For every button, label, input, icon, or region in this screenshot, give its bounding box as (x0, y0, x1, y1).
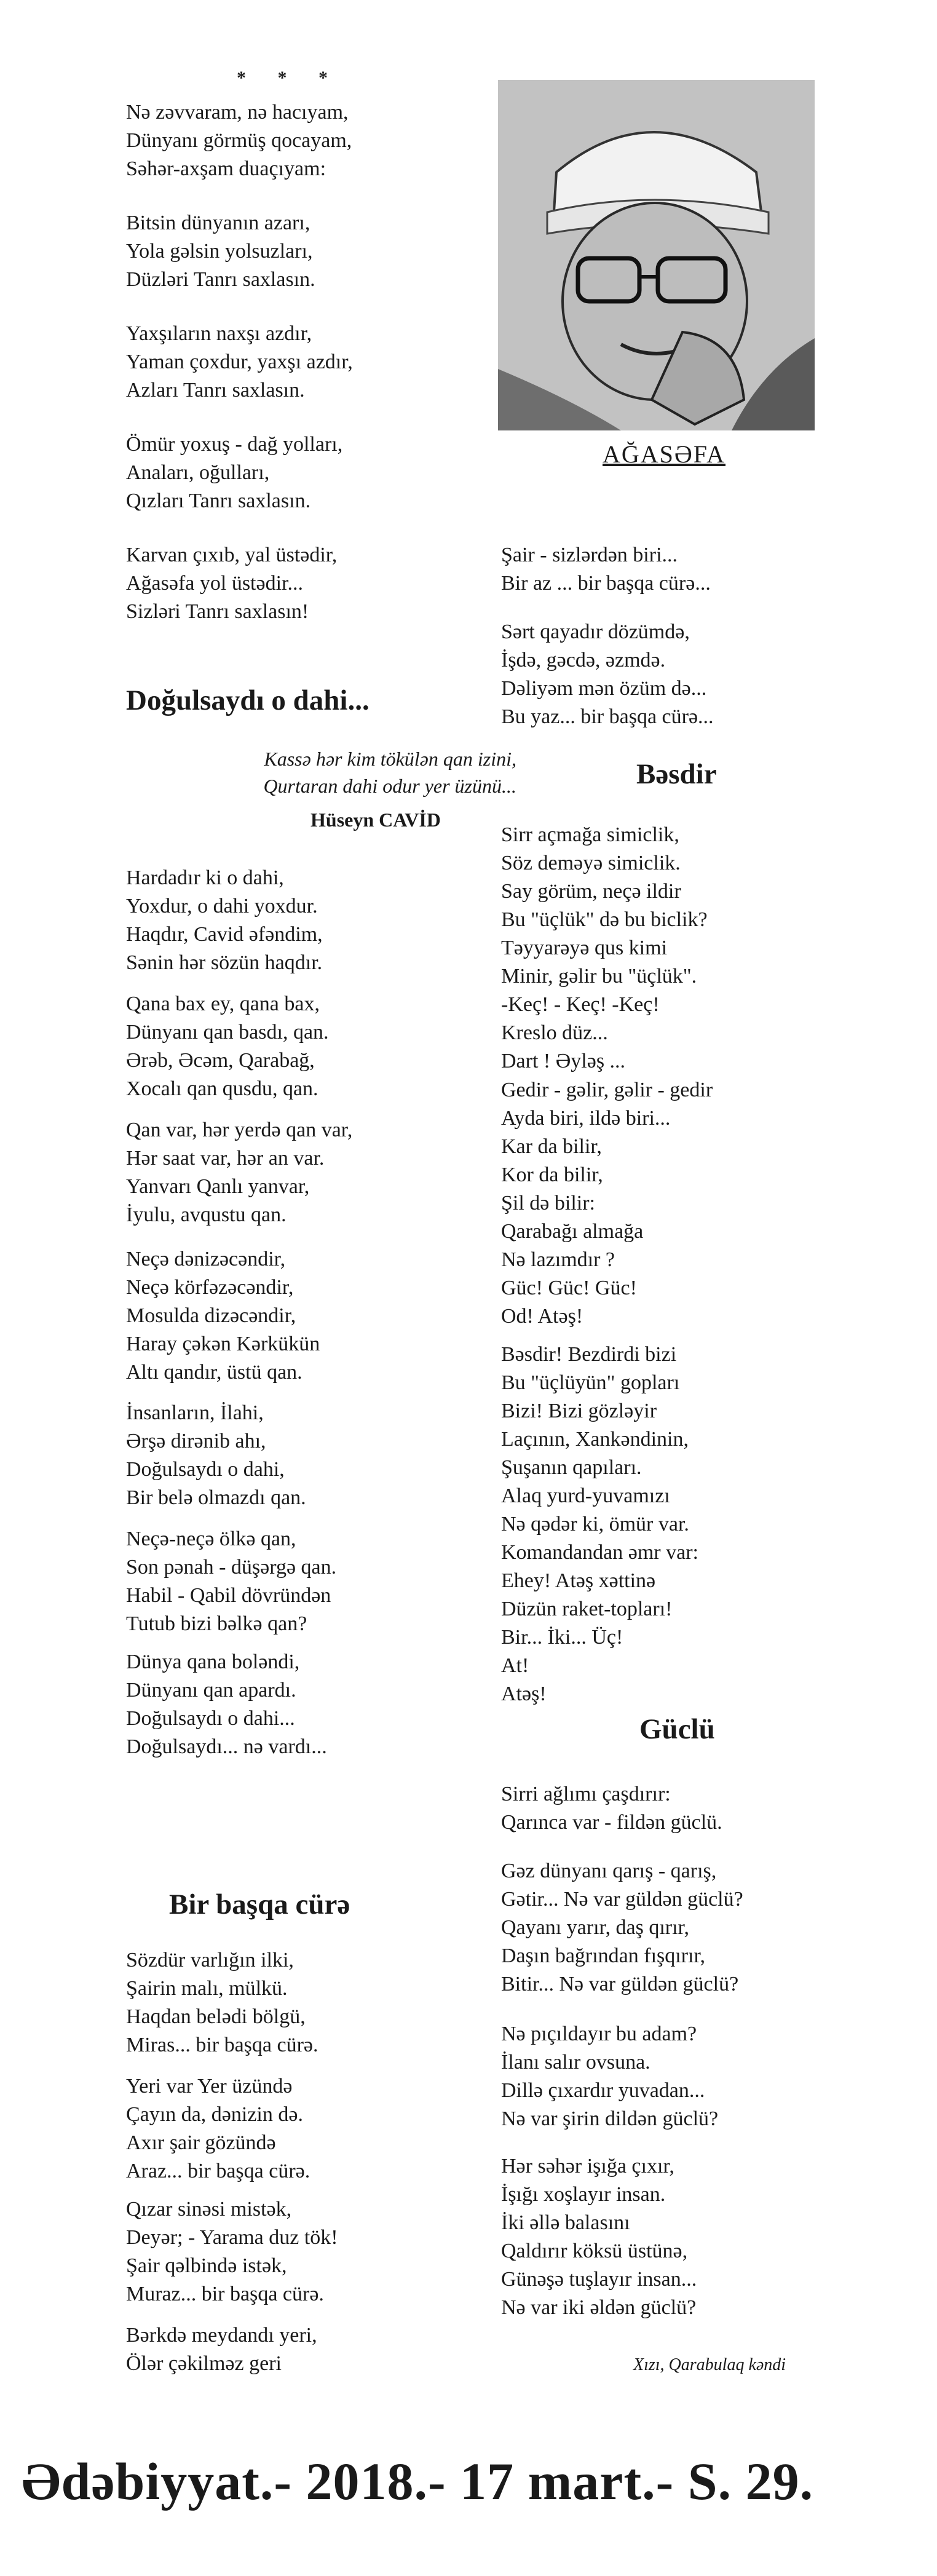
poem-line: Kar da bilir, (501, 1135, 602, 1158)
poem-line: Ehey! Atəş xəttinə (501, 1569, 656, 1592)
stanza (126, 1116, 352, 1229)
poem-line: Qaldırır köksü üstünə, (501, 2240, 688, 2262)
poem-line: Bitir... Nə var güldən güclü? (501, 1973, 739, 1995)
poem-title-bir-basqa-cure: Bir başqa cürə (169, 1888, 350, 1920)
poem-line: Sərt qayadır dözümdə, (501, 620, 690, 643)
stanza (126, 1648, 327, 1761)
stanza (126, 2072, 310, 2186)
portrait-caption: AĞASƏFA (603, 440, 725, 468)
poet-portrait-photo (498, 80, 815, 430)
poem-line: Daşın bağrından fışqırır, (501, 1944, 705, 1967)
stanza (126, 864, 323, 977)
poem-line: Yaman çoxdur, yaxşı azdır, (126, 351, 353, 373)
poem-line: İyulu, avqustu qan. (126, 1203, 287, 1226)
poem-line: Təyyarəyə qus kimi (501, 937, 668, 959)
poem-line: Ölər çəkilməz geri (126, 2352, 282, 2375)
poem-line: Nə lazımdır ? (501, 1248, 615, 1271)
poem-line: Hər saat var, hər an var. (126, 1147, 325, 1170)
poem-line: Şuşanın qapıları. (501, 1456, 642, 1479)
poem-line: Azları Tanrı saxlasın. (126, 379, 305, 402)
poem-line: Mosulda dizəcəndir, (126, 1304, 296, 1327)
poem-line: Qana bax ey, qana bax, (126, 993, 320, 1015)
poem-line: İnsanların, İlahi, (126, 1401, 264, 1424)
poem-line: Hardadır ki o dahi, (126, 866, 284, 889)
poem-line: Nə qədər ki, ömür var. (501, 1513, 689, 1536)
poem-line: -Keç! - Keç! -Keç! (501, 993, 660, 1016)
poem-line: Şil də bilir: (501, 1192, 595, 1215)
epigraph-line: Kassə hər kim tökülən qan izini, (264, 748, 516, 770)
epigraph-line: Qurtaran dahi odur yer üzünü... (263, 775, 516, 797)
poem-line: Düzləri Tanrı saxlasın. (126, 268, 315, 291)
poem-line: Düzün raket-topları! (501, 1598, 673, 1620)
poem-line: Qızar sinəsi mistək, (126, 2198, 292, 2221)
poem-title-guclu: Güclü (639, 1713, 715, 1745)
poem-line: At! (501, 1654, 529, 1677)
poem-line: Dünyanı qan basdı, qan. (126, 1021, 329, 1044)
poem-line: Neçə-neçə ölkə qan, (126, 1528, 296, 1550)
poem-line: Doğulsaydı o dahi, (126, 1458, 285, 1481)
stanza (126, 2321, 317, 2378)
poem-line: Deyər; - Yarama duz tök! (126, 2226, 338, 2249)
poem-title-dogulsaydi: Doğulsaydı o dahi... (126, 684, 370, 716)
poem-line: Sizləri Tanrı saxlasın! (126, 600, 309, 623)
stanza (126, 1525, 336, 1638)
poem-line: İşığı xoşlayır insan. (501, 2183, 666, 2206)
publication-citation: Ədəbiyyat.- 2018.- 17 mart.- S. 29. (22, 2452, 814, 2511)
poem-line: Araz... bir başqa cürə. (126, 2160, 310, 2182)
poem-line: Haqdır, Cavid əfəndim, (126, 923, 323, 946)
poem-line: Ayda biri, ildə biri... (501, 1107, 671, 1130)
poem-line: Ağasəfa yol üstədir... (126, 572, 303, 595)
poem-line: Son pənah - düşərgə qan. (126, 1556, 337, 1579)
stanza (126, 209, 315, 294)
poem-line: Ərşə dirənib ahı, (126, 1430, 266, 1452)
poem-line: Sənin hər sözün haqdır. (126, 951, 323, 974)
poem-line: Bu "üçlüyün" gopları (501, 1371, 680, 1394)
poem-line: Kreslo düz... (501, 1021, 608, 1044)
stanza (501, 1076, 713, 1331)
stanza (501, 1780, 722, 1837)
poem-line: İki əllə balasını (501, 2211, 630, 2234)
epigraph (209, 745, 516, 799)
poem-line: Laçının, Xankəndinin, (501, 1428, 689, 1451)
stanza (126, 320, 353, 405)
poem-line: Qarınca var - fildən güclü. (501, 1811, 722, 1834)
poem-line: Ərəb, Əcəm, Qarabağ, (126, 1049, 315, 1072)
stanza (501, 1857, 743, 1999)
poem-line: Çayın da, dənizin də. (126, 2103, 303, 2126)
poem-line: Bu "üçlük" də bu biclik? (501, 908, 708, 931)
stanza (501, 2152, 697, 2322)
poem-line: Yeri var Yer üzündə (126, 2075, 293, 2098)
poem-line: Tutub bizi bəlkə qan? (126, 1612, 307, 1635)
stanza (501, 1341, 698, 1708)
stanza (126, 541, 337, 626)
poem-line: Şair qəlbində istək, (126, 2254, 287, 2277)
epigraph-author: Hüseyn CAVİD (310, 809, 441, 831)
poem-line: Yola gəlsin yolsuzları, (126, 240, 313, 263)
poem-line: Dünyanı görmüş qocayam, (126, 129, 352, 152)
poem-line: Bu yaz... bir başqa cürə... (501, 705, 714, 728)
poem-line: Ömür yoxuş - dağ yolları, (126, 433, 343, 456)
stanza (126, 2195, 338, 2308)
poem-line: Minir, gəlir bu "üçlük". (501, 965, 697, 988)
poem-line: Şairin malı, mülkü. (126, 1977, 288, 2000)
poem-line: Dart ! Əyləş ... (501, 1050, 626, 1072)
poem-line: Sözdür varlığın ilki, (126, 1949, 294, 1972)
poem-line: Haqdan belədi bölgü, (126, 2005, 306, 2028)
poem-line: Kor da bilir, (501, 1163, 603, 1186)
poem-line: Güc! Güc! Güc! (501, 1277, 637, 1299)
poem-line: Bir belə olmazdı qan. (126, 1486, 306, 1509)
poem-line: Karvan çıxıb, yal üstədir, (126, 544, 338, 566)
poem-line: Nə var iki əldən güclü? (501, 2296, 697, 2319)
poem-line: İlanı salır ovsuna. (501, 2051, 650, 2074)
poem-line: Yaxşıların naxşı azdır, (126, 322, 312, 345)
poem-line: Qan var, hər yerdə qan var, (126, 1119, 353, 1141)
poem-line: Bərkdə meydandı yeri, (126, 2324, 317, 2347)
stanza (126, 1399, 306, 1512)
poem-line: Gətir... Nə var güldən güclü? (501, 1888, 743, 1911)
stanza (126, 990, 329, 1103)
poem-line: Bir az ... bir başqa cürə... (501, 572, 711, 595)
poem-line: Doğulsaydı... nə vardı... (126, 1735, 327, 1758)
poem-line: Axır şair gözündə (126, 2131, 276, 2154)
stanza (126, 1946, 318, 2059)
section-divider: * * * (237, 68, 341, 88)
stanza (501, 2020, 718, 2133)
poem-line: Nə zəvvaram, nə hacıyam, (126, 101, 349, 124)
poem-line: Nə pıçıldayır bu adam? (501, 2023, 697, 2045)
poem-line: Anaları, oğulları, (126, 461, 270, 484)
poem-line: Dillə çıxardır yuvadan... (501, 2079, 705, 2102)
poem-line: Dünya qana boləndi, (126, 1651, 300, 1673)
poem-line: Neçə dənizəcəndir, (126, 1248, 286, 1270)
poem-line: Miras... bir başqa cürə. (126, 2034, 318, 2056)
stanza (126, 430, 342, 515)
poem-line: Muraz... bir başqa cürə. (126, 2283, 324, 2305)
poem-title-besdir: Bəsdir (636, 758, 717, 790)
poem-line: Səhər-axşam duaçıyam: (126, 157, 326, 180)
stanza (126, 1245, 320, 1387)
poem-line: Hər səhər işığa çıxır, (501, 2155, 674, 2178)
poem-line: Neçə körfəzəcəndir, (126, 1276, 294, 1299)
poem-line: Od! Atəş! (501, 1305, 583, 1328)
poem-line: Yanvarı Qanlı yanvar, (126, 1175, 310, 1198)
poem-line: Sirr açmağa simiclik, (501, 823, 679, 846)
poem-line: Günəşə tuşlayır insan... (501, 2268, 697, 2291)
poem-line: Bitsin dünyanın azarı, (126, 212, 310, 234)
poem-line: Xocalı qan qusdu, qan. (126, 1077, 318, 1100)
poem-line: Gəz dünyanı qarış - qarış, (501, 1860, 717, 1882)
poem-line: Gedir - gəlir, gəlir - gedir (501, 1079, 713, 1101)
poem-line: Dəliyəm mən özüm də... (501, 677, 707, 700)
poem-line: Söz deməyə simiclik. (501, 852, 681, 874)
author-location-signature: Xızı, Qarabulaq kəndi (633, 2355, 786, 2374)
poem-line: Şair - sizlərdən biri... (501, 544, 678, 566)
poem-line: Doğulsaydı o dahi... (126, 1707, 295, 1730)
poem-line: Say görüm, neçə ildir (501, 880, 681, 903)
poem-line: Bəsdir! Bezdirdi bizi (501, 1343, 677, 1366)
poem-line: Komandandan əmr var: (501, 1541, 698, 1564)
stanza (501, 821, 708, 1076)
poem-line: Bizi! Bizi gözləyir (501, 1400, 657, 1422)
poem-line: Habil - Qabil dövründən (126, 1584, 331, 1607)
stanza (126, 98, 352, 183)
poem-line: Qarabağı almağa (501, 1220, 644, 1243)
poem-line: Yoxdur, o dahi yoxdur. (126, 895, 318, 917)
poem-line: Dünyanı qan apardı. (126, 1679, 296, 1702)
poem-line: Qızları Tanrı saxlasın. (126, 489, 311, 512)
poem-line: Haray çəkən Kərkükün (126, 1333, 320, 1355)
poem-line: Sirri ağlımı çaşdırır: (501, 1783, 671, 1805)
poem-line: İşdə, gəcdə, əzmdə. (501, 649, 666, 672)
stanza (501, 541, 711, 598)
poem-line: Qayanı yarır, daş qırır, (501, 1916, 689, 1939)
poem-line: Altı qandır, üstü qan. (126, 1361, 302, 1384)
poem-line: Nə var şirin dildən güclü? (501, 2107, 719, 2130)
stanza (501, 618, 714, 731)
poem-line: Alaq yurd-yuvamızı (501, 1484, 670, 1507)
poem-line: Atəş! (501, 1682, 547, 1705)
poem-line: Bir... İki... Üç! (501, 1626, 623, 1649)
